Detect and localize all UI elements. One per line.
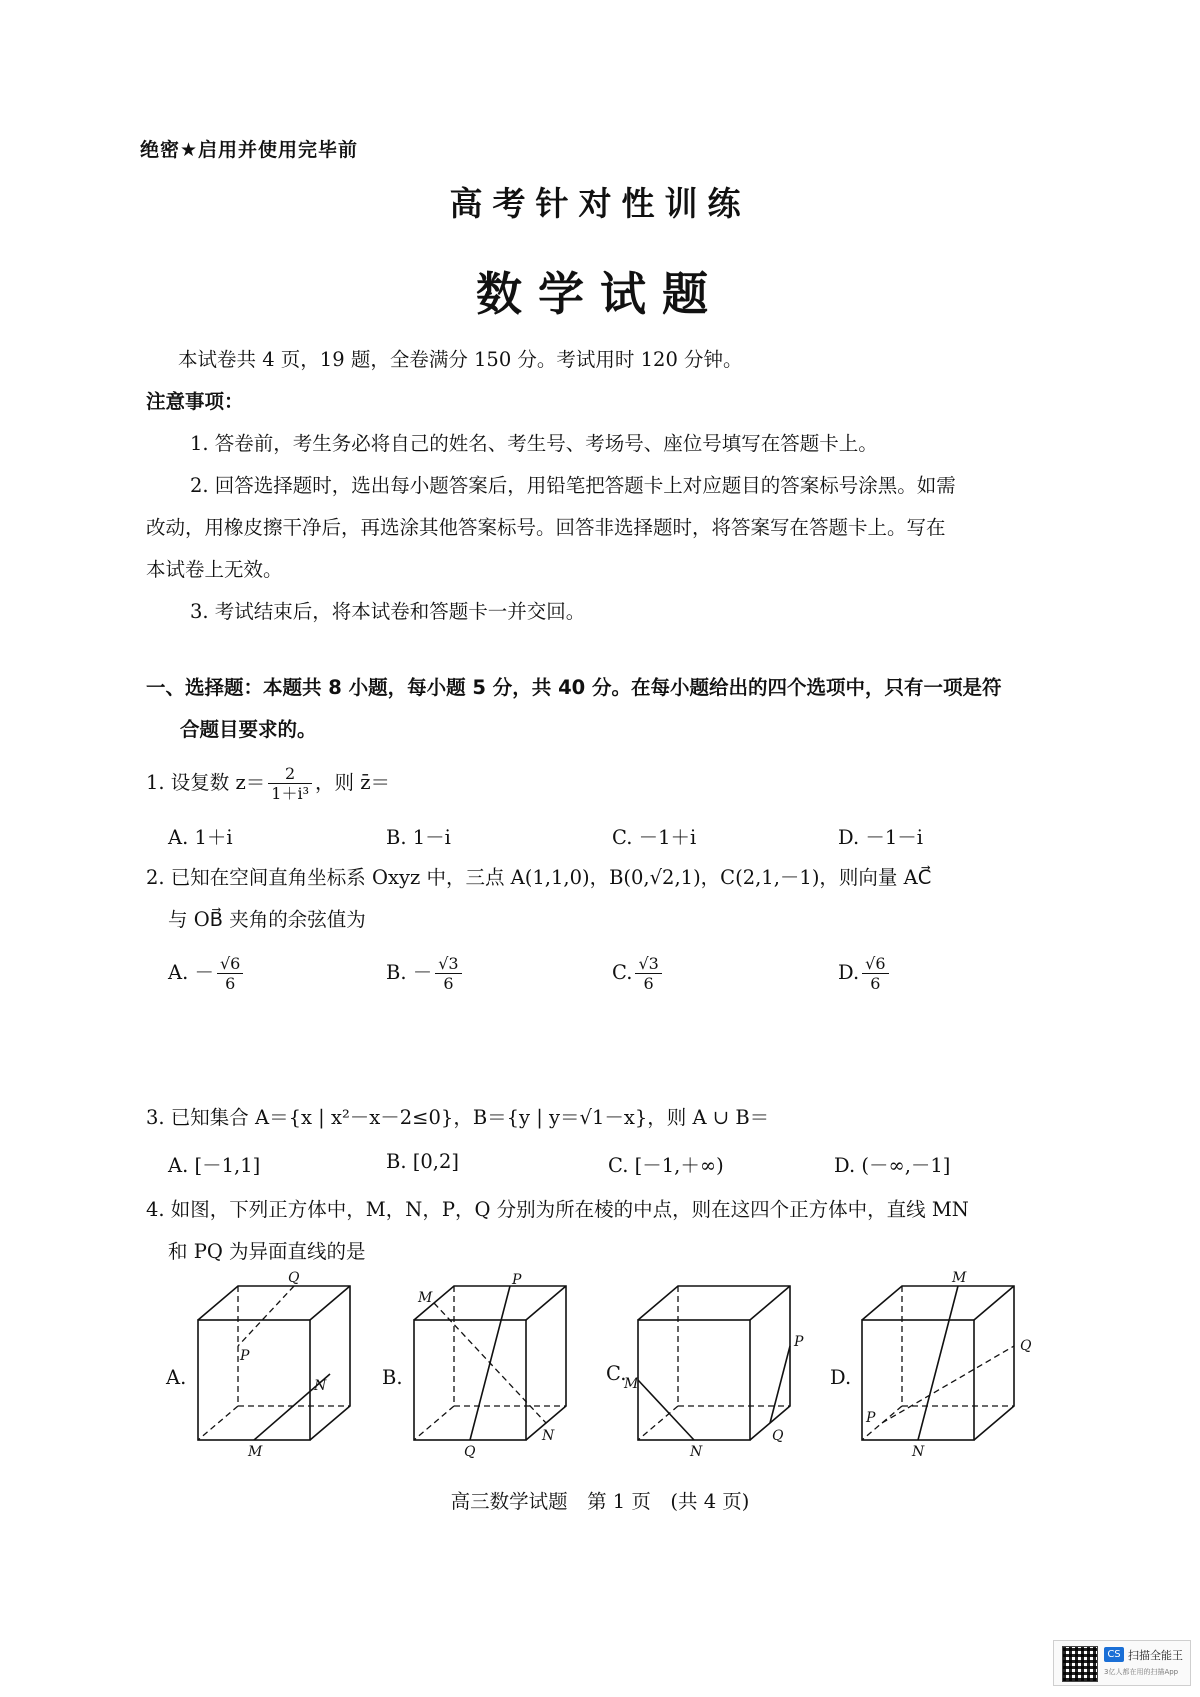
- q1-option-c: C. －1＋i: [612, 826, 697, 849]
- q1-stem-post: ，则 z̄＝: [315, 771, 390, 794]
- q1-denominator: 1＋i³: [271, 784, 309, 803]
- q2-option-c-fraction: [635, 954, 661, 993]
- cube-d-line-mn: [918, 1286, 958, 1440]
- cube-a-line-pq: [238, 1286, 294, 1346]
- cube-figure-a: [190, 1270, 360, 1460]
- q2-option-b-den: 6: [443, 974, 454, 993]
- figure-b-label: B.: [382, 1366, 403, 1389]
- q2-option-b-fraction: [435, 954, 461, 993]
- scanner-watermark: [1053, 1640, 1191, 1686]
- q3-option-a: A. [－1,1]: [168, 1154, 261, 1177]
- figure-a-label: A.: [166, 1366, 187, 1389]
- question-3: 3. 已知集合 A＝{x | x²－x－2≤0}，B＝{y | y＝√1－x}，则 A ∪ B＝: [146, 1106, 770, 1129]
- q1-option-d: D. －1－i: [838, 826, 923, 849]
- cube-d-n-label: N: [912, 1444, 925, 1460]
- cube-figure-c: [624, 1278, 804, 1460]
- q2-option-c-letter: C.: [612, 961, 633, 984]
- q2-option-b-num: √3: [435, 954, 461, 974]
- cube-a-n-label: N: [314, 1378, 327, 1394]
- cube-figure-d: [854, 1270, 1040, 1460]
- question-4-line-2: 和 PQ 为异面直线的是: [168, 1240, 366, 1263]
- figure-c-label: C.: [606, 1362, 627, 1385]
- cube-d-q-label: Q: [1020, 1338, 1032, 1354]
- q1-numerator: 2: [268, 764, 312, 784]
- cube-c-p-label: P: [794, 1334, 804, 1350]
- cube-b-q-label: Q: [464, 1444, 476, 1460]
- note-2-line-1: 2. 回答选择题时，选出每小题答案后，用铅笔把答题卡上对应题目的答案标号涂黑。如需: [190, 474, 956, 497]
- q2-option-b-letter: B. －: [386, 961, 433, 984]
- cube-d-m-label: M: [952, 1270, 967, 1286]
- note-2-line-2: 改动，用橡皮擦干净后，再选涂其他答案标号。回答非选择题时，将答案写在答题卡上。写在: [146, 516, 946, 539]
- q2-option-a-fraction: [217, 954, 243, 993]
- question-2-line-2: 与 OB⃗ 夹角的余弦值为: [168, 908, 366, 931]
- exam-title: 高考针对性训练: [449, 184, 751, 223]
- q3-option-c: C. [－1,＋∞): [608, 1154, 724, 1177]
- cube-figure-b: [406, 1272, 576, 1460]
- question-1: [146, 764, 390, 803]
- q2-option-c-den: 6: [643, 974, 654, 993]
- q2-option-c-num: √3: [635, 954, 661, 974]
- note-1: 1. 答卷前，考生务必将自己的姓名、考生号、考场号、座位号填写在答题卡上。: [190, 432, 878, 455]
- cube-d-p-label: P: [866, 1410, 876, 1426]
- question-4-line-1: 4. 如图，下列正方体中，M，N，P，Q 分别为所在棱的中点，则在这四个正方体中，直线 MN: [146, 1198, 969, 1221]
- q1-fraction: [268, 764, 312, 803]
- cube-b-p-label: P: [512, 1272, 522, 1288]
- intro-text: 本试卷共 4 页，19 题，全卷满分 150 分。考试用时 120 分钟。: [178, 348, 743, 371]
- qr-code-icon: [1062, 1646, 1098, 1682]
- q2-option-a-den: 6: [225, 974, 236, 993]
- q1-option-a: A. 1＋i: [168, 826, 233, 849]
- cube-c-n-label: N: [690, 1444, 703, 1460]
- cube-b-n-label: N: [542, 1428, 555, 1444]
- note-3: 3. 考试结束后，将本试卷和答题卡一并交回。: [190, 600, 586, 623]
- scanner-badge: CS: [1104, 1647, 1124, 1662]
- subject-title: 数学试题: [476, 267, 724, 321]
- notes-heading: 注意事项：: [146, 390, 244, 413]
- cube-b-line-pq: [470, 1286, 510, 1440]
- q2-option-b: [386, 954, 465, 993]
- q2-option-a: [168, 954, 246, 993]
- q2-option-c: [612, 954, 665, 993]
- q2-option-d-den: 6: [870, 974, 881, 993]
- q2-option-a-letter: A. －: [168, 961, 214, 984]
- scanner-app-name: 扫描全能王: [1128, 1649, 1183, 1662]
- scanner-tagline: 3亿人都在用的扫描App: [1104, 1668, 1179, 1676]
- q1-option-b: B. 1－i: [386, 826, 451, 849]
- cube-c-line-mn: [638, 1380, 694, 1440]
- figure-d-label: D.: [830, 1366, 852, 1389]
- confidential-notice: 绝密★启用并使用完毕前: [140, 139, 359, 161]
- q2-option-d-fraction: [862, 954, 888, 993]
- section-heading-line-1: 一、选择题：本题共 8 小题，每小题 5 分，共 40 分。在每小题给出的四个选项中，只有一项是符: [146, 676, 1002, 699]
- section-heading-line-2: 合题目要求的。: [180, 718, 317, 741]
- q3-option-b: B. [0,2]: [386, 1150, 459, 1173]
- cube-a-q-label: Q: [288, 1270, 300, 1286]
- q2-option-d: [838, 954, 892, 993]
- q1-stem-pre: 1. 设复数 z＝: [146, 771, 266, 794]
- q2-option-d-letter: D.: [838, 961, 860, 984]
- page-footer: 高三数学试题 第 1 页 (共 4 页): [450, 1490, 750, 1513]
- q3-option-d: D. (－∞,－1]: [834, 1154, 951, 1177]
- cube-a-m-label: M: [248, 1444, 263, 1460]
- q2-option-d-num: √6: [862, 954, 888, 974]
- q2-option-a-num: √6: [217, 954, 243, 974]
- note-2-line-3: 本试卷上无效。: [146, 558, 283, 581]
- cube-c-q-label: Q: [772, 1428, 784, 1444]
- question-2-line-1: 2. 已知在空间直角坐标系 Oxyz 中，三点 A(1,1,0)，B(0,√2,1)，C(2,1,－1)，则向量 AC⃗: [146, 866, 932, 889]
- cube-c-line-pq: [770, 1346, 790, 1423]
- cube-c-m-label: M: [624, 1376, 639, 1392]
- cube-b-m-label: M: [418, 1290, 433, 1306]
- cube-a-p-label: P: [240, 1348, 250, 1364]
